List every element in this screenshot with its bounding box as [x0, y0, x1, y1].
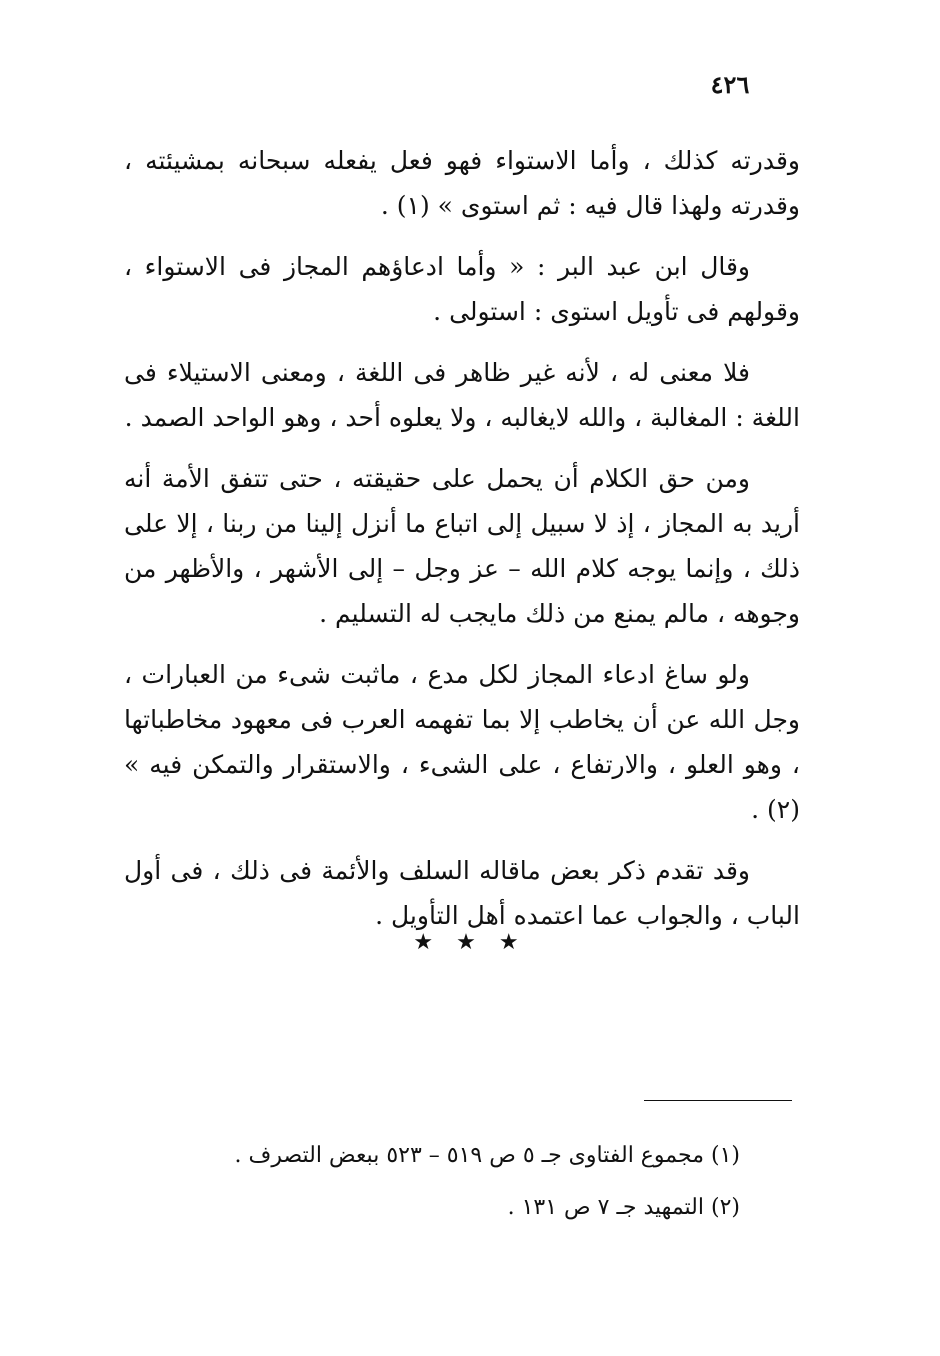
- footnote-2: (٢) التمهيد جـ ٧ ص ١٣١ .: [507, 1195, 740, 1220]
- main-text: [124, 138, 800, 954]
- footnotes: [200, 1130, 740, 1234]
- paragraph-2: وقال ابن عبد البر : « وأما ادعاؤهم المجاز فى الاستواء ، وقولهم فى تأويل استوى : استولى .: [124, 252, 800, 326]
- paragraph-4: ومن حق الكلام أن يحمل على حقيقته ، حتى تتفق الأمة أنه أريد به المجاز ، إذ لا سبيل إلى اتباع ما أنزل إلينا من ربنا ، إلا على ذلك ، وإنما يوجه كلام الله – عز وجل – إلى الأشهر ، والأظهر من وجوهه ، مالم يمنع من ذلك مايجب له التسليم .: [124, 464, 800, 628]
- paragraph-3: فلا معنى له ، لأنه غير ظاهر فى اللغة ، ومعنى الاستيلاء فى اللغة : المغالبة ، والله لايغالبه ، ولا يعلوه أحد ، وهو الواحد الصمد .: [124, 358, 800, 432]
- footnote-1: (١) مجموع الفتاوى جـ ٥ ص ٥١٩ – ٥٢٣ ببعض التصرف .: [234, 1143, 740, 1168]
- paragraph-6: وقد تقدم ذكر بعض ماقاله السلف والأئمة فى ذلك ، فى أول الباب ، والجواب عما اعتمده أهل التأويل .: [124, 856, 800, 930]
- section-separator-stars: ★ ★ ★: [413, 930, 527, 955]
- footnote-divider: [644, 1100, 792, 1101]
- paragraph-5: ولو ساغ ادعاء المجاز لكل مدع ، ماثبت شىء من العبارات ، وجل الله عن أن يخاطب إلا بما تفهمه العرب فى معهود مخاطباتها ، وهو العلو ، والارتفاع ، على الشىء ، والاستقرار والتمكن فيه » (٢) .: [124, 660, 800, 824]
- page-number: ٤٢٦: [710, 70, 750, 99]
- paragraph-1: وقدرته كذلك ، وأما الاستواء فهو فعل يفعله سبحانه بمشيئته ، وقدرته ولهذا قال فيه : ثم استوى » (١) .: [124, 146, 800, 220]
